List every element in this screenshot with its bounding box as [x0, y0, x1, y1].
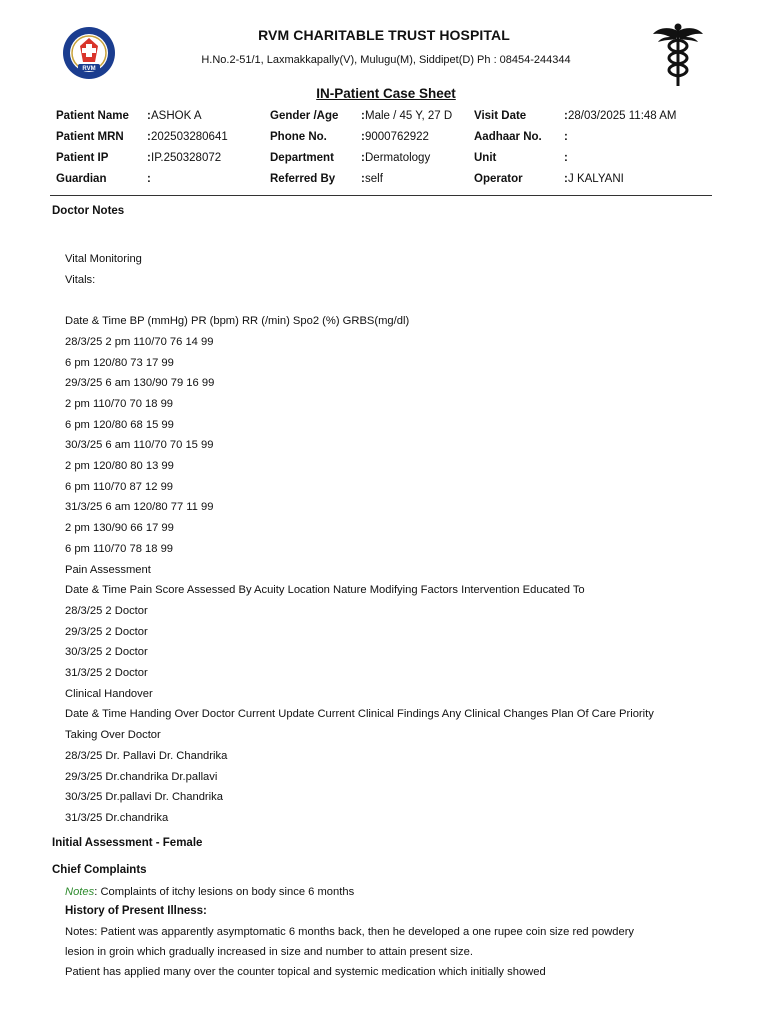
doctor-notes-line: 28/3/25 2 Doctor	[65, 604, 148, 617]
doctor-notes-line: Taking Over Doctor	[65, 729, 161, 742]
chief-complaints-heading: Chief Complaints	[52, 864, 147, 876]
info-row-2: Patient MRN : 202503280641 Phone No. : 9000762922 Aadhaar No. :	[56, 131, 568, 143]
doctor-notes-heading: Doctor Notes	[52, 205, 125, 217]
phone-value: 9000762922	[365, 131, 429, 143]
info-row-1: Patient Name : ASHOK A Gender /Age : Male / 45 Y, 27 D Visit Date : 28/03/2025 11:48 AM	[56, 110, 677, 122]
doctor-notes-line: 6 pm 120/80 68 15 99	[65, 418, 174, 431]
operator-value: J KALYANI	[568, 173, 624, 185]
gender-age-value: Male / 45 Y, 27 D	[365, 110, 453, 122]
patient-ip-label: Patient IP	[56, 152, 109, 164]
doctor-notes-line: Vital Monitoring	[65, 253, 142, 265]
logo-text: RVM	[82, 66, 96, 72]
history-line: Patient has applied many over the counter topical and systemic medication which initially showed	[65, 966, 546, 978]
doctor-notes-line: 31/3/25 2 Doctor	[65, 667, 148, 679]
doctor-notes-line: 29/3/25 Dr.chandrika Dr.pallavi	[65, 770, 218, 783]
info-row-4: Guardian : Referred By : self Operator : J KALYANI	[56, 173, 624, 185]
visit-date-label: Visit Date	[474, 110, 527, 122]
patient-mrn-value: 202503280641	[151, 131, 228, 143]
guardian-label: Guardian	[56, 173, 107, 185]
patient-mrn-label: Patient MRN	[56, 131, 124, 143]
referred-by-value: self	[365, 173, 383, 185]
doctor-notes-line: 6 pm 110/70 78 18 99	[65, 542, 174, 555]
history-line: Notes: Patient was apparently asymptomatic 6 months back, then he developed a one rupee coin size red powdery	[65, 926, 635, 938]
history-line: lesion in groin which gradually increased in size and number to attain present size.	[65, 946, 473, 958]
case-sheet-title: IN-Patient Case Sheet	[316, 86, 456, 101]
doctor-notes-line: Pain Assessment	[65, 563, 151, 576]
doctor-notes-line: 2 pm 110/70 70 18 99	[65, 397, 174, 410]
visit-date-value: 28/03/2025 11:48 AM	[568, 110, 677, 122]
doctor-notes-line: Date & Time Handing Over Doctor Current Update Current Clinical Findings Any Clinical Changes Plan Of Care Priority	[65, 708, 654, 721]
department-value: Dermatology	[365, 152, 431, 164]
doctor-notes-line: Date & Time BP (mmHg) PR (bpm) RR (/min) Spo2 (%) GRBS(mg/dl)	[65, 315, 410, 328]
hospital-name: RVM CHARITABLE TRUST HOSPITAL	[258, 27, 510, 43]
doctor-notes-line: 29/3/25 2 Doctor	[65, 625, 148, 638]
initial-assessment-heading: Initial Assessment - Female	[52, 837, 203, 849]
doctor-notes-line: Vitals:	[65, 273, 96, 286]
patient-name-value: ASHOK A	[151, 110, 202, 122]
gender-age-label: Gender /Age	[270, 110, 339, 122]
doctor-notes-line: Clinical Handover	[65, 687, 153, 700]
doctor-notes-line: 28/3/25 Dr. Pallavi Dr. Chandrika	[65, 749, 228, 762]
doctor-notes-line: 30/3/25 Dr.pallavi Dr. Chandrika	[65, 791, 223, 804]
notes-label: Notes	[65, 886, 95, 898]
patient-ip-value: IP.250328072	[151, 152, 222, 164]
doctor-notes-line: 28/3/25 2 pm 110/70 76 14 99	[65, 335, 214, 348]
chief-complaint-line	[65, 885, 354, 899]
chief-complaint-text: : Complaints of itchy lesions on body since 6 months	[94, 886, 355, 898]
operator-label: Operator	[474, 173, 523, 185]
doctor-notes-line: Date & Time Pain Score Assessed By Acuity Location Nature Modifying Factors Intervention Educated To	[65, 584, 585, 597]
doctor-notes-line: 31/3/25 Dr.chandrika	[65, 811, 169, 824]
department-label: Department	[270, 152, 334, 164]
doctor-notes-line: 30/3/25 6 am 110/70 70 15 99	[65, 439, 214, 452]
caduceus-icon	[652, 22, 704, 88]
doctor-notes-line: 2 pm 130/90 66 17 99	[65, 522, 174, 535]
doctor-notes-line: 2 pm 120/80 80 13 99	[65, 460, 174, 472]
patient-name-label: Patient Name	[56, 110, 129, 122]
doctor-notes-line: 29/3/25 6 am 130/90 79 16 99	[65, 377, 215, 390]
aadhaar-label: Aadhaar No.	[474, 131, 542, 143]
referred-by-label: Referred By	[270, 173, 336, 185]
doctor-notes-line: 6 pm 110/70 87 12 99	[65, 480, 174, 493]
info-row-3: Patient IP : IP.250328072 Department : Dermatology Unit :	[56, 152, 568, 164]
history-heading: History of Present Illness:	[65, 905, 207, 917]
doctor-notes-line: 31/3/25 6 am 120/80 77 11 99	[65, 501, 214, 514]
doctor-notes-line: 30/3/25 2 Doctor	[65, 646, 148, 659]
header-divider	[50, 195, 712, 196]
unit-label: Unit	[474, 152, 497, 164]
doctor-notes-line: 6 pm 120/80 73 17 99	[65, 356, 174, 369]
phone-label: Phone No.	[270, 131, 327, 143]
hospital-address: H.No.2-51/1, Laxmakkapally(V), Mulugu(M), Siddipet(D) Ph : 08454-244344	[201, 54, 571, 66]
